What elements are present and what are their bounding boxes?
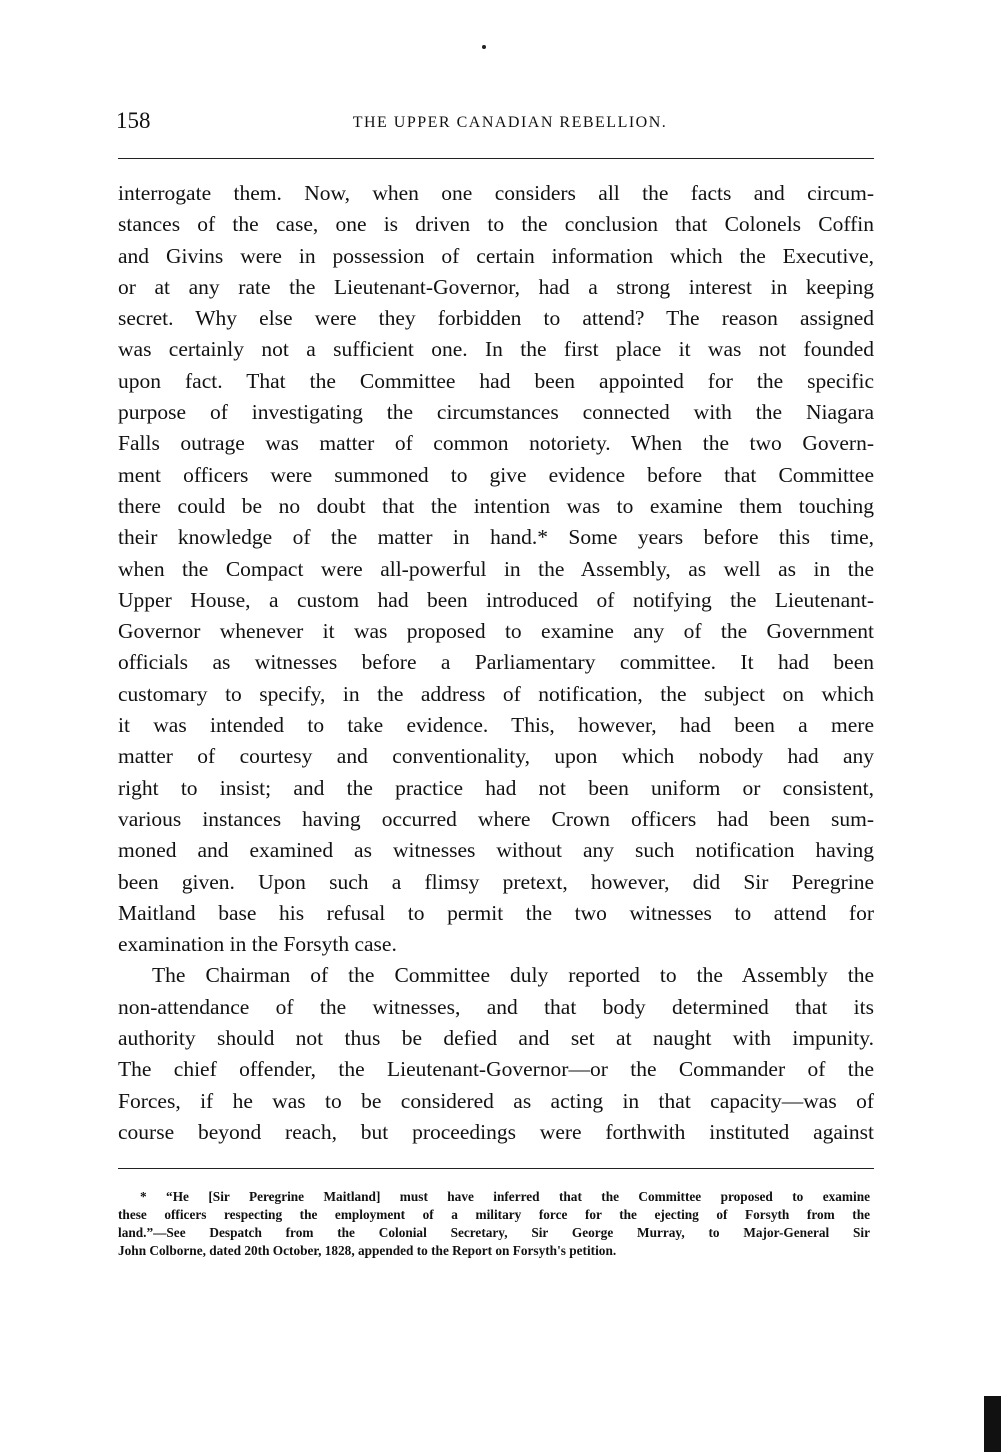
footnote-line: * “He [Sir Peregrine Maitland] must have inferred that the Committee proposed to examine xyxy=(140,1189,870,1204)
footnote-line: John Colborne, dated 20th October, 1828, appended to the Report on Forsyth's petition. xyxy=(118,1243,617,1258)
text-line: The Chairman of the Committee duly reported to the Assembly the xyxy=(152,963,874,988)
text-line: been given. Upon such a flimsy pretext, however, did Sir Peregrine xyxy=(118,869,874,894)
text-line: officials as witnesses before a Parliamentary committee. It had been xyxy=(118,650,874,675)
footnote-rule xyxy=(118,1168,874,1169)
text-line: ment officers were summoned to give evidence before that Committee xyxy=(118,462,874,487)
text-line: and Givins were in possession of certain information which the Executive, xyxy=(118,243,874,268)
text-line: Governor whenever it was proposed to examine any of the Government xyxy=(118,619,874,644)
text-line: Upper House, a custom had been introduced of notifying the Lieutenant- xyxy=(118,587,874,612)
footnote xyxy=(118,1188,870,1260)
text-line: when the Compact were all-powerful in the Assembly, as well as in the xyxy=(118,556,874,581)
text-line: right to insist; and the practice had not been uniform or consistent, xyxy=(118,775,874,800)
text-line: authority should not thus be defied and set at naught with impunity. xyxy=(118,1026,874,1051)
body-text xyxy=(118,178,874,1148)
text-line: stances of the case, one is driven to the conclusion that Colonels Coffin xyxy=(118,212,874,237)
text-line: Forces, if he was to be considered as acting in that capacity—was of xyxy=(118,1088,874,1113)
scan-speck xyxy=(482,45,486,49)
text-line: course beyond reach, but proceedings were forthwith instituted against xyxy=(118,1119,874,1144)
text-line: customary to specify, in the address of notification, the subject on which xyxy=(118,681,874,706)
footnote-line: land.”—See Despatch from the Colonial Secretary, Sir George Murray, to Major-General Sir xyxy=(118,1225,870,1240)
running-title: THE UPPER CANADIAN REBELLION. xyxy=(352,114,668,131)
text-line: examination in the Forsyth case. xyxy=(118,932,397,957)
header-rule xyxy=(118,158,874,159)
text-line: non-attendance of the witnesses, and that body determined that its xyxy=(118,994,874,1019)
text-line: purpose of investigating the circumstances connected with the Niagara xyxy=(118,400,874,425)
text-line: various instances having occurred where Crown officers had been sum- xyxy=(118,806,874,831)
text-line: their knowledge of the matter in hand.* Some years before this time, xyxy=(118,525,874,550)
text-line: Falls outrage was matter of common notoriety. When the two Govern- xyxy=(118,431,874,456)
text-line: moned and examined as witnesses without any such notification having xyxy=(118,838,874,863)
text-line: or at any rate the Lieutenant-Governor, had a strong interest in keeping xyxy=(118,274,874,299)
text-line: The chief offender, the Lieutenant-Governor—or the Commander of the xyxy=(118,1057,874,1082)
text-line: interrogate them. Now, when one considers all the facts and circum- xyxy=(118,181,874,205)
page-number: 158 xyxy=(116,108,151,133)
text-line: Maitland base his refusal to permit the two witnesses to attend for xyxy=(118,900,874,925)
text-line: secret. Why else were they forbidden to attend? The reason assigned xyxy=(118,306,874,331)
text-line: upon fact. That the Committee had been appointed for the specific xyxy=(118,368,874,393)
text-line: there could be no doubt that the intention was to examine them touching xyxy=(118,493,874,518)
scan-edge-mark xyxy=(984,1396,1001,1452)
footnote-line: these officers respecting the employment of a military force for the ejecting of Forsyth from the xyxy=(118,1207,870,1222)
text-line: it was intended to take evidence. This, however, had been a mere xyxy=(118,713,874,738)
text-line: was certainly not a sufficient one. In the first place it was not founded xyxy=(118,337,874,362)
text-line: matter of courtesy and conventionality, upon which nobody had any xyxy=(118,744,874,769)
